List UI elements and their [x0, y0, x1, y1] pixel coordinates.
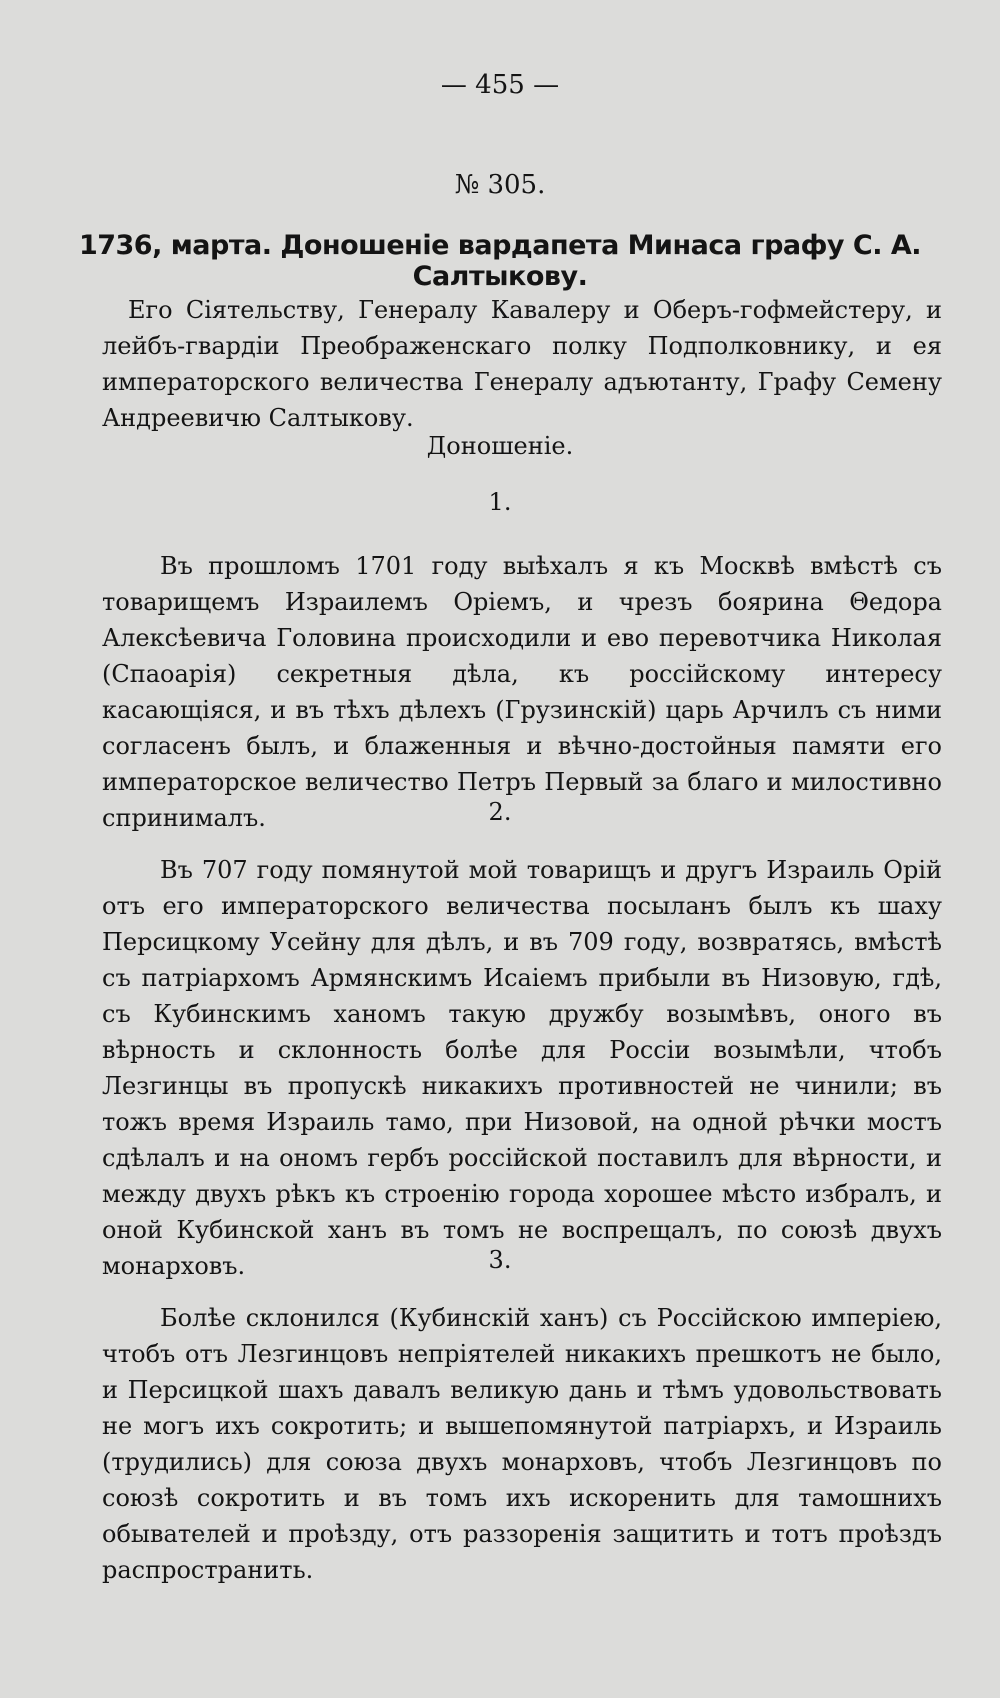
- document-title: 1736, марта. Доношеніе вардапета Минаса графу С. А. Салтыкову.: [78, 230, 922, 292]
- page-number: — 455 —: [440, 70, 560, 100]
- document-number: № 305.: [454, 170, 546, 200]
- section-text-3: [102, 1300, 942, 1588]
- paragraph: Въ прошломъ 1701 году выѣхалъ я къ Москвѣ вмѣстѣ съ товарищемъ Израилемъ Оріемъ, и чрезъ боярина Θедора Алексѣевича Головина происходили и ево перевотчика Николая (Спаоарія) секретныя дѣла, къ россійскому интересу касающіяся, и въ тѣхъ дѣлехъ (Грузинскій) царь Арчилъ съ ними согласенъ былъ, и блаженныя и вѣчно-достойныя памяти его императорское величество Петръ Первый за благо и милостивно спринималъ.: [102, 552, 942, 832]
- address-block: Его Сіятельству, Генералу Кавалеру и Оберъ-гофмейстеру, и лейбъ-гвардіи Преображенскаго полку Подполковнику, и ея императорского величества Генералу адъютанту, Графу Семену Андреевичю Салтыкову.: [102, 296, 942, 432]
- section-text-2: [102, 852, 942, 1284]
- document-heading: Доношеніе.: [426, 432, 574, 460]
- section-number-3: 3.: [488, 1246, 512, 1274]
- paragraph: Болѣе склонился (Кубинскій ханъ) съ Россійскою имперіею, чтобъ отъ Лезгинцовъ непріятелей никакихъ прешкотъ не было, и Персицкой шахъ давалъ великую дань и тѣмъ удовольствовать не могъ ихъ сокротить; и вышепомянутой патріархъ, и Израиль (трудились) для союза двухъ монарховъ, чтобъ Лезгинцовъ по союзѣ сокротить и въ томъ ихъ искоренить для тамошнихъ обывателей и проѣзду, отъ раззоренія защитить и тотъ проѣздъ распространить.: [102, 1304, 942, 1584]
- section-text-1: [102, 548, 942, 836]
- section-number-1: 1.: [488, 488, 512, 516]
- section-number-2: 2.: [488, 798, 512, 826]
- paragraph: Въ 707 году помянутой мой товарищъ и другъ Израиль Орій отъ его императорского величества посыланъ былъ къ шаху Персицкому Усейну для дѣлъ, и въ 709 году, возвратясь, вмѣстѣ съ патріархомъ Армянскимъ Исаіемъ прибыли въ Низовую, гдѣ, съ Кубинскимъ ханомъ такую дружбу возымѣвъ, оного въ вѣрность и склонность болѣе для Россіи возымѣли, чтобъ Лезгинцы въ пропускѣ никакихъ противностей не чинили; въ тожъ время Израиль тамо, при Низовой, на одной рѣчки мостъ сдѣлалъ и на ономъ гербъ россійской поставилъ для вѣрности, и между двухъ рѣкъ къ строенію города хорошее мѣсто избралъ, и оной Кубинской ханъ въ томъ не воспрещалъ, по союзѣ двухъ монарховъ.: [102, 856, 942, 1280]
